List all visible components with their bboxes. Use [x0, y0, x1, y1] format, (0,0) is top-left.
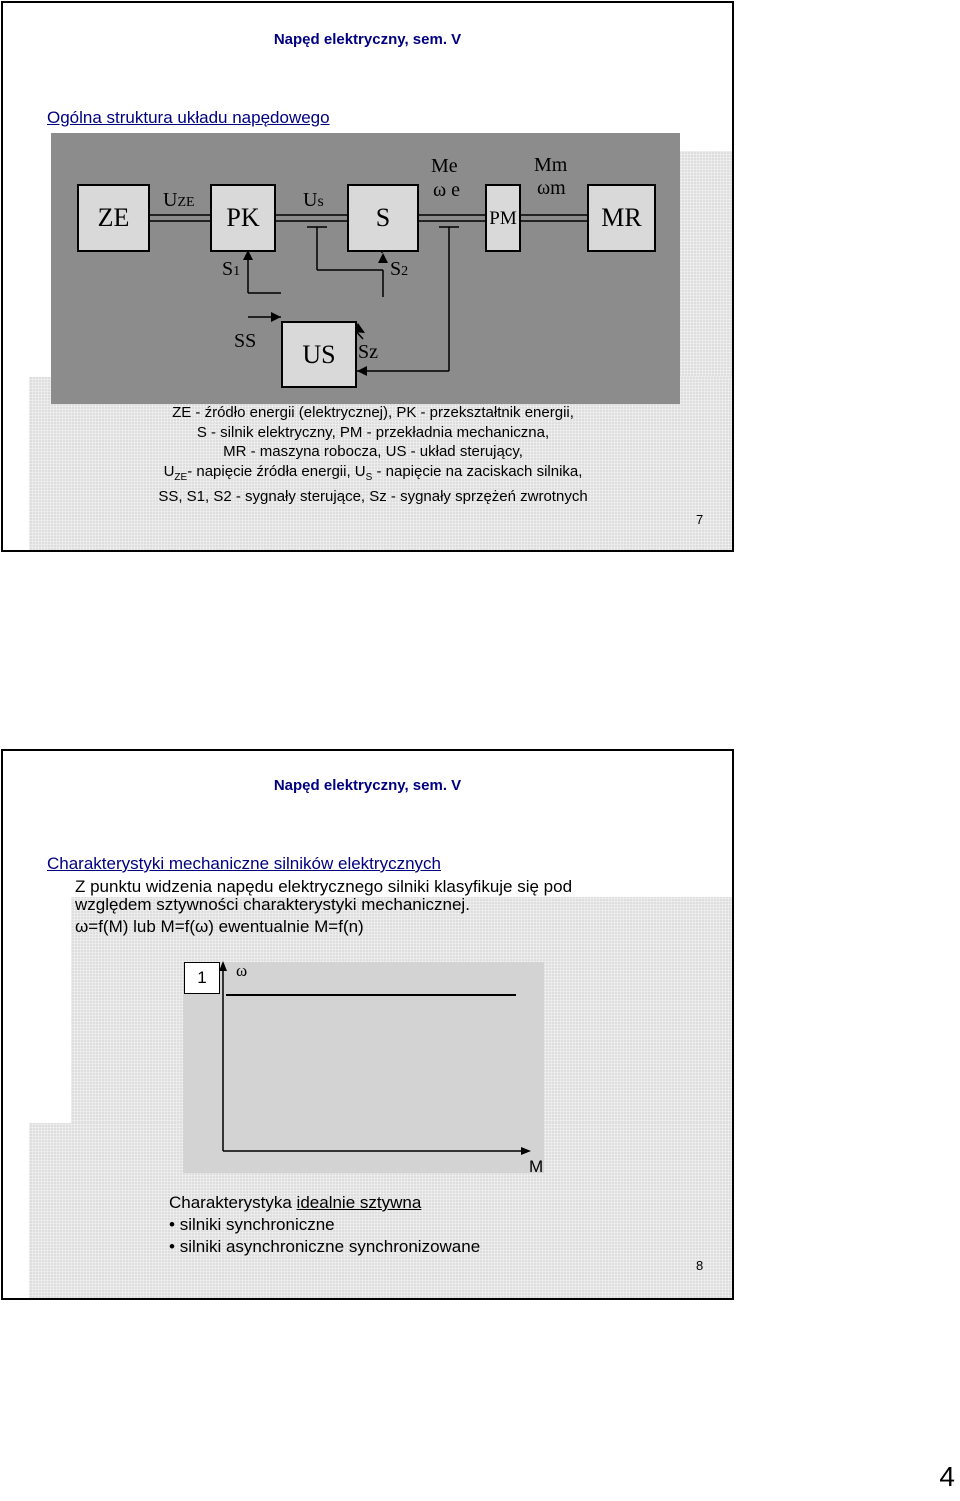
legend-line: ZE - źródło energii (elektrycznej), PK - przekształtnik energii,: [172, 404, 574, 421]
slide-header: Napęd elektryczny, sem. V: [273, 31, 462, 48]
label-omega-e: ω e: [433, 179, 461, 201]
slide-title: Ogólna struktura układu napędowego: [47, 108, 330, 127]
block-s: S: [347, 184, 419, 252]
characteristic-chart: [3, 751, 733, 1299]
label-omega-m: ωm: [537, 177, 566, 199]
page-number: 8: [696, 1258, 704, 1273]
formula: ω=f(M) lub M=f(ω) ewentualnie M=f(n): [75, 917, 364, 936]
page-number: 7: [696, 512, 704, 527]
block-pk: PK: [210, 184, 276, 252]
document-page-number: 4: [939, 1461, 955, 1492]
legend-line: MR - maszyna robocza, US - układ sterujący,: [223, 443, 523, 460]
block-us: US: [281, 321, 357, 388]
chart-caption: Charakterystyka idealnie sztywna: [169, 1193, 422, 1212]
legend-line: S - silnik elektryczny, PM - przekładnia mechaniczna,: [196, 423, 550, 441]
legend-line: $U_{ZE}-$ napięcie źródła energii, $U_S$ - napięcie na zaciskach silnika,: [163, 462, 583, 483]
y-axis-label: ω: [236, 961, 248, 980]
list-item: • silniki asynchroniczne synchronizowane: [169, 1237, 481, 1256]
block-pm: PM: [485, 184, 521, 252]
block-ze: ZE: [77, 184, 150, 252]
label-uze: UZE: [163, 189, 195, 211]
block-mr: MR: [587, 184, 656, 252]
diagram-legend: [113, 403, 633, 507]
intro-text: Z punktu widzenia napędu elektrycznego silniki klasyfikuje się pod: [75, 877, 573, 896]
slide-1: [1, 1, 734, 552]
list-item: • silniki synchroniczne: [169, 1215, 335, 1234]
slide-header: Napęd elektryczny, sem. V: [273, 777, 462, 794]
slide-title: Charakterystyki mechaniczne silników elektrycznych: [47, 854, 441, 873]
label-us: Us: [303, 189, 324, 211]
intro-text: względem sztywności charakterystyki mechanicznej.: [75, 895, 470, 914]
x-axis-label: M: [529, 1157, 544, 1176]
slide-2: [1, 749, 734, 1300]
label-me: Me: [431, 155, 458, 177]
label-ss: SS: [234, 330, 257, 352]
label-mm: Mm: [534, 154, 568, 176]
label-s1: S1: [222, 258, 241, 280]
x-axis-arrow: [521, 1147, 531, 1155]
label-sz: Sz: [358, 341, 378, 363]
legend-line: SS, S1, S2 - sygnały sterujące, Sz - sygnały sprzężeń zwrotnych: [158, 488, 588, 505]
chart-badge: 1: [184, 962, 220, 994]
label-s2: S2: [390, 258, 409, 280]
y-axis-arrow: [219, 961, 227, 971]
